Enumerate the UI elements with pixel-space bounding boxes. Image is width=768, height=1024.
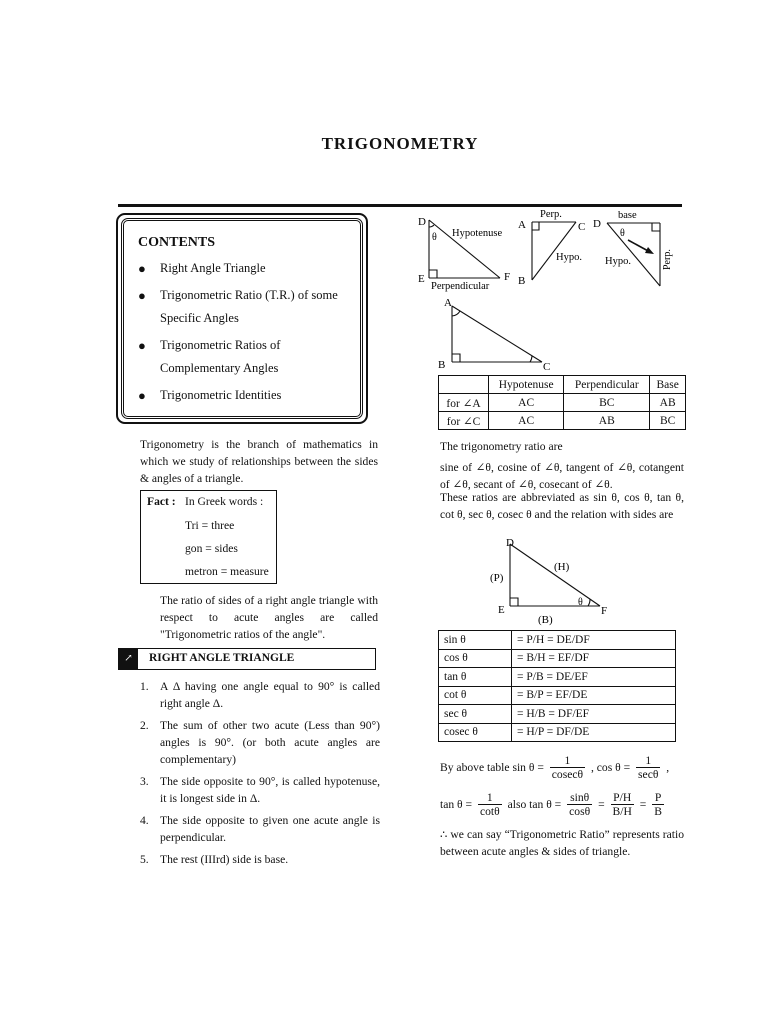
table-row xyxy=(439,723,676,742)
table-cell: Perpendicular xyxy=(564,376,650,394)
fact-line: gon = sides xyxy=(185,542,238,555)
table-cell: sec θ xyxy=(439,705,512,724)
item-number: 1. xyxy=(140,680,149,693)
sides-table xyxy=(438,375,686,430)
hypo-label: Hypo. xyxy=(605,256,631,267)
denominator: B xyxy=(654,805,662,818)
table-cell: Base xyxy=(650,376,686,394)
list-item xyxy=(140,678,380,712)
ratio-heading: The trigonometry ratio are xyxy=(440,440,563,453)
numerator: P xyxy=(652,791,664,805)
formula-reciprocal xyxy=(440,754,669,781)
table-cell: = P/B = DE/EF xyxy=(512,668,676,687)
contents-list xyxy=(138,257,360,407)
perp-label: Perp. xyxy=(540,209,562,220)
table-cell: AB xyxy=(564,412,650,430)
hyp-label: (H) xyxy=(554,561,570,573)
fact-label: Fact : xyxy=(147,495,176,508)
contents-item: ● Trigonometric Identities xyxy=(138,384,360,407)
table-row xyxy=(439,394,686,412)
base-label: base xyxy=(618,210,637,221)
fact-box xyxy=(140,490,277,584)
section-heading-bar xyxy=(118,648,376,670)
formula-text: By above table sin θ = xyxy=(440,761,544,774)
formula-text: , cos θ = xyxy=(590,761,631,774)
denominator: B/H xyxy=(612,805,632,818)
table-row xyxy=(439,649,676,668)
vertex-label: F xyxy=(601,605,608,617)
list-item xyxy=(140,773,380,807)
fraction xyxy=(567,791,592,818)
formula-text: tan θ = xyxy=(440,798,473,811)
table-cell: = P/H = DE/DF xyxy=(512,631,676,650)
table-cell: BC xyxy=(564,394,650,412)
table-cell: = H/P = DF/DE xyxy=(512,723,676,742)
fraction xyxy=(636,754,660,781)
ratio-table xyxy=(438,630,676,742)
section-heading: RIGHT ANGLE TRIANGLE xyxy=(149,652,295,664)
vertex-label: C xyxy=(578,221,586,233)
formula-text: also tan θ = xyxy=(507,798,562,811)
equals-sign: = xyxy=(598,798,605,811)
table-cell: sin θ xyxy=(439,631,512,650)
item-text: The side opposite to given one acute angle is perpendicular. xyxy=(160,814,380,844)
fact-line: Tri = three xyxy=(185,519,235,532)
denominator: cosecθ xyxy=(551,768,584,781)
table-row xyxy=(439,631,676,650)
intro-paragraph: Trigonometry is the branch of mathematics in which we study of relationships between the sides & angles of a triangle. xyxy=(140,438,378,485)
table-cell: cosec θ xyxy=(439,723,512,742)
item-number: 2. xyxy=(140,719,149,732)
perp-label: (P) xyxy=(490,572,504,584)
table-cell: for ∠C xyxy=(439,412,489,430)
numerator: sinθ xyxy=(567,791,592,805)
theta-label: θ xyxy=(620,228,625,239)
table-cell: for ∠A xyxy=(439,394,489,412)
item-text: The sum of other two acute (Less than 90°) angles is 90°. (or both acute angles are complementary) xyxy=(160,719,380,766)
formula-tangent xyxy=(440,791,667,818)
fraction xyxy=(478,791,502,818)
contents-item: ● Right Angle Triangle xyxy=(138,257,360,280)
item-text: A Δ having one angle equal to 90° is called right angle Δ. xyxy=(160,680,380,710)
table-cell: tan θ xyxy=(439,668,512,687)
table-cell: AB xyxy=(650,394,686,412)
conclusion-paragraph: ∴ we can say “Trigonometric Ratio” represents ratio between acute angles & sides of triangle. xyxy=(440,828,684,858)
table-cell: = H/B = DF/EF xyxy=(512,705,676,724)
vertex-label: E xyxy=(498,604,505,616)
item-number: 4. xyxy=(140,814,149,827)
page-title: TRIGONOMETRY xyxy=(321,134,479,153)
numerator: 1 xyxy=(550,754,585,768)
list-item xyxy=(140,812,380,846)
table-cell: cos θ xyxy=(439,649,512,668)
table-cell: Hypotenuse xyxy=(489,376,564,394)
contents-item: ● Trigonometric Ratios of Complementary Angles xyxy=(138,334,360,380)
abbrev-paragraph: These ratios are abbreviated as sin θ, cos θ, tan θ, cot θ, sec θ, cosec θ and the relation with sides are xyxy=(440,491,684,521)
fact-line: metron = measure xyxy=(185,565,269,578)
vertex-label: A xyxy=(444,297,452,309)
table-row xyxy=(439,686,676,705)
vertex-label: E xyxy=(418,273,425,285)
hypo-label: Hypo. xyxy=(556,252,582,263)
top-rule xyxy=(118,204,682,207)
base-label: (B) xyxy=(538,614,553,626)
table-row xyxy=(439,705,676,724)
denominator: cotθ xyxy=(479,805,500,818)
triangle-diagrams-top xyxy=(412,208,692,298)
arrow-icon: ↗ xyxy=(119,649,138,669)
ratio-intro-paragraph: The ratio of sides of a right angle triangle with respect to acute angles are called "Trigonometric ratios of the angle". xyxy=(160,594,378,641)
theta-label: θ xyxy=(578,597,583,608)
vertex-label: A xyxy=(518,219,526,231)
vertex-label: D xyxy=(418,216,426,228)
ratio-description xyxy=(440,438,684,493)
item-text: The side opposite to 90°, is called hypotenuse, it is longest side in Δ. xyxy=(160,775,380,805)
table-cell xyxy=(439,376,489,394)
formula-text: , xyxy=(666,761,670,774)
equals-sign: = xyxy=(639,798,647,811)
item-text: The rest (IIIrd) side is base. xyxy=(160,853,289,866)
vertex-label: B xyxy=(438,359,446,371)
perpendicular-label: Perpendicular xyxy=(431,281,490,292)
fraction xyxy=(550,754,585,781)
list-item xyxy=(140,851,380,868)
hypotenuse-label: Hypotenuse xyxy=(452,228,503,239)
ratio-list: sine of ∠θ, cosine of ∠θ, tangent of ∠θ, cotangent of ∠θ, secant of ∠θ, cosecant of ∠θ. xyxy=(440,461,684,491)
triangle-dhpb xyxy=(482,536,622,628)
table-cell: AC xyxy=(489,412,564,430)
contents-heading: CONTENTS xyxy=(138,235,216,250)
table-cell: cot θ xyxy=(439,686,512,705)
numerator: 1 xyxy=(478,791,502,805)
table-row xyxy=(439,412,686,430)
vertex-label: C xyxy=(543,361,551,372)
points-list xyxy=(140,678,380,873)
list-item xyxy=(140,717,380,768)
item-number: 3. xyxy=(140,775,149,788)
table-cell: = B/H = EF/DF xyxy=(512,649,676,668)
table-row xyxy=(439,668,676,687)
denominator: cosθ xyxy=(569,805,591,818)
vertex-label: D xyxy=(506,537,514,549)
fraction xyxy=(652,791,664,818)
table-cell: = B/P = EF/DE xyxy=(512,686,676,705)
table-cell: AC xyxy=(489,394,564,412)
triangle-abc-small xyxy=(532,222,576,280)
triangle-abc xyxy=(430,296,570,372)
vertex-label: B xyxy=(518,275,526,287)
triangle-def-rotated xyxy=(607,223,660,286)
theta-label: θ xyxy=(432,232,437,243)
fraction xyxy=(611,791,634,818)
item-number: 5. xyxy=(140,853,149,866)
numerator: P/H xyxy=(611,791,634,805)
fact-line: In Greek words : xyxy=(185,495,264,508)
vertex-label: F xyxy=(504,271,511,283)
table-cell: BC xyxy=(650,412,686,430)
triangle-abc-shape xyxy=(452,306,542,362)
vertex-label: D xyxy=(593,218,601,230)
contents-box xyxy=(116,213,368,424)
numerator: 1 xyxy=(636,754,660,768)
triangle-def-shape xyxy=(510,544,600,606)
perp-label: Perp. xyxy=(662,249,673,270)
table-header-row xyxy=(439,376,686,394)
denominator: secθ xyxy=(638,768,659,781)
contents-inner xyxy=(121,218,363,419)
contents-item: ● Trigonometric Ratio (T.R.) of some Specific Angles xyxy=(138,284,360,330)
